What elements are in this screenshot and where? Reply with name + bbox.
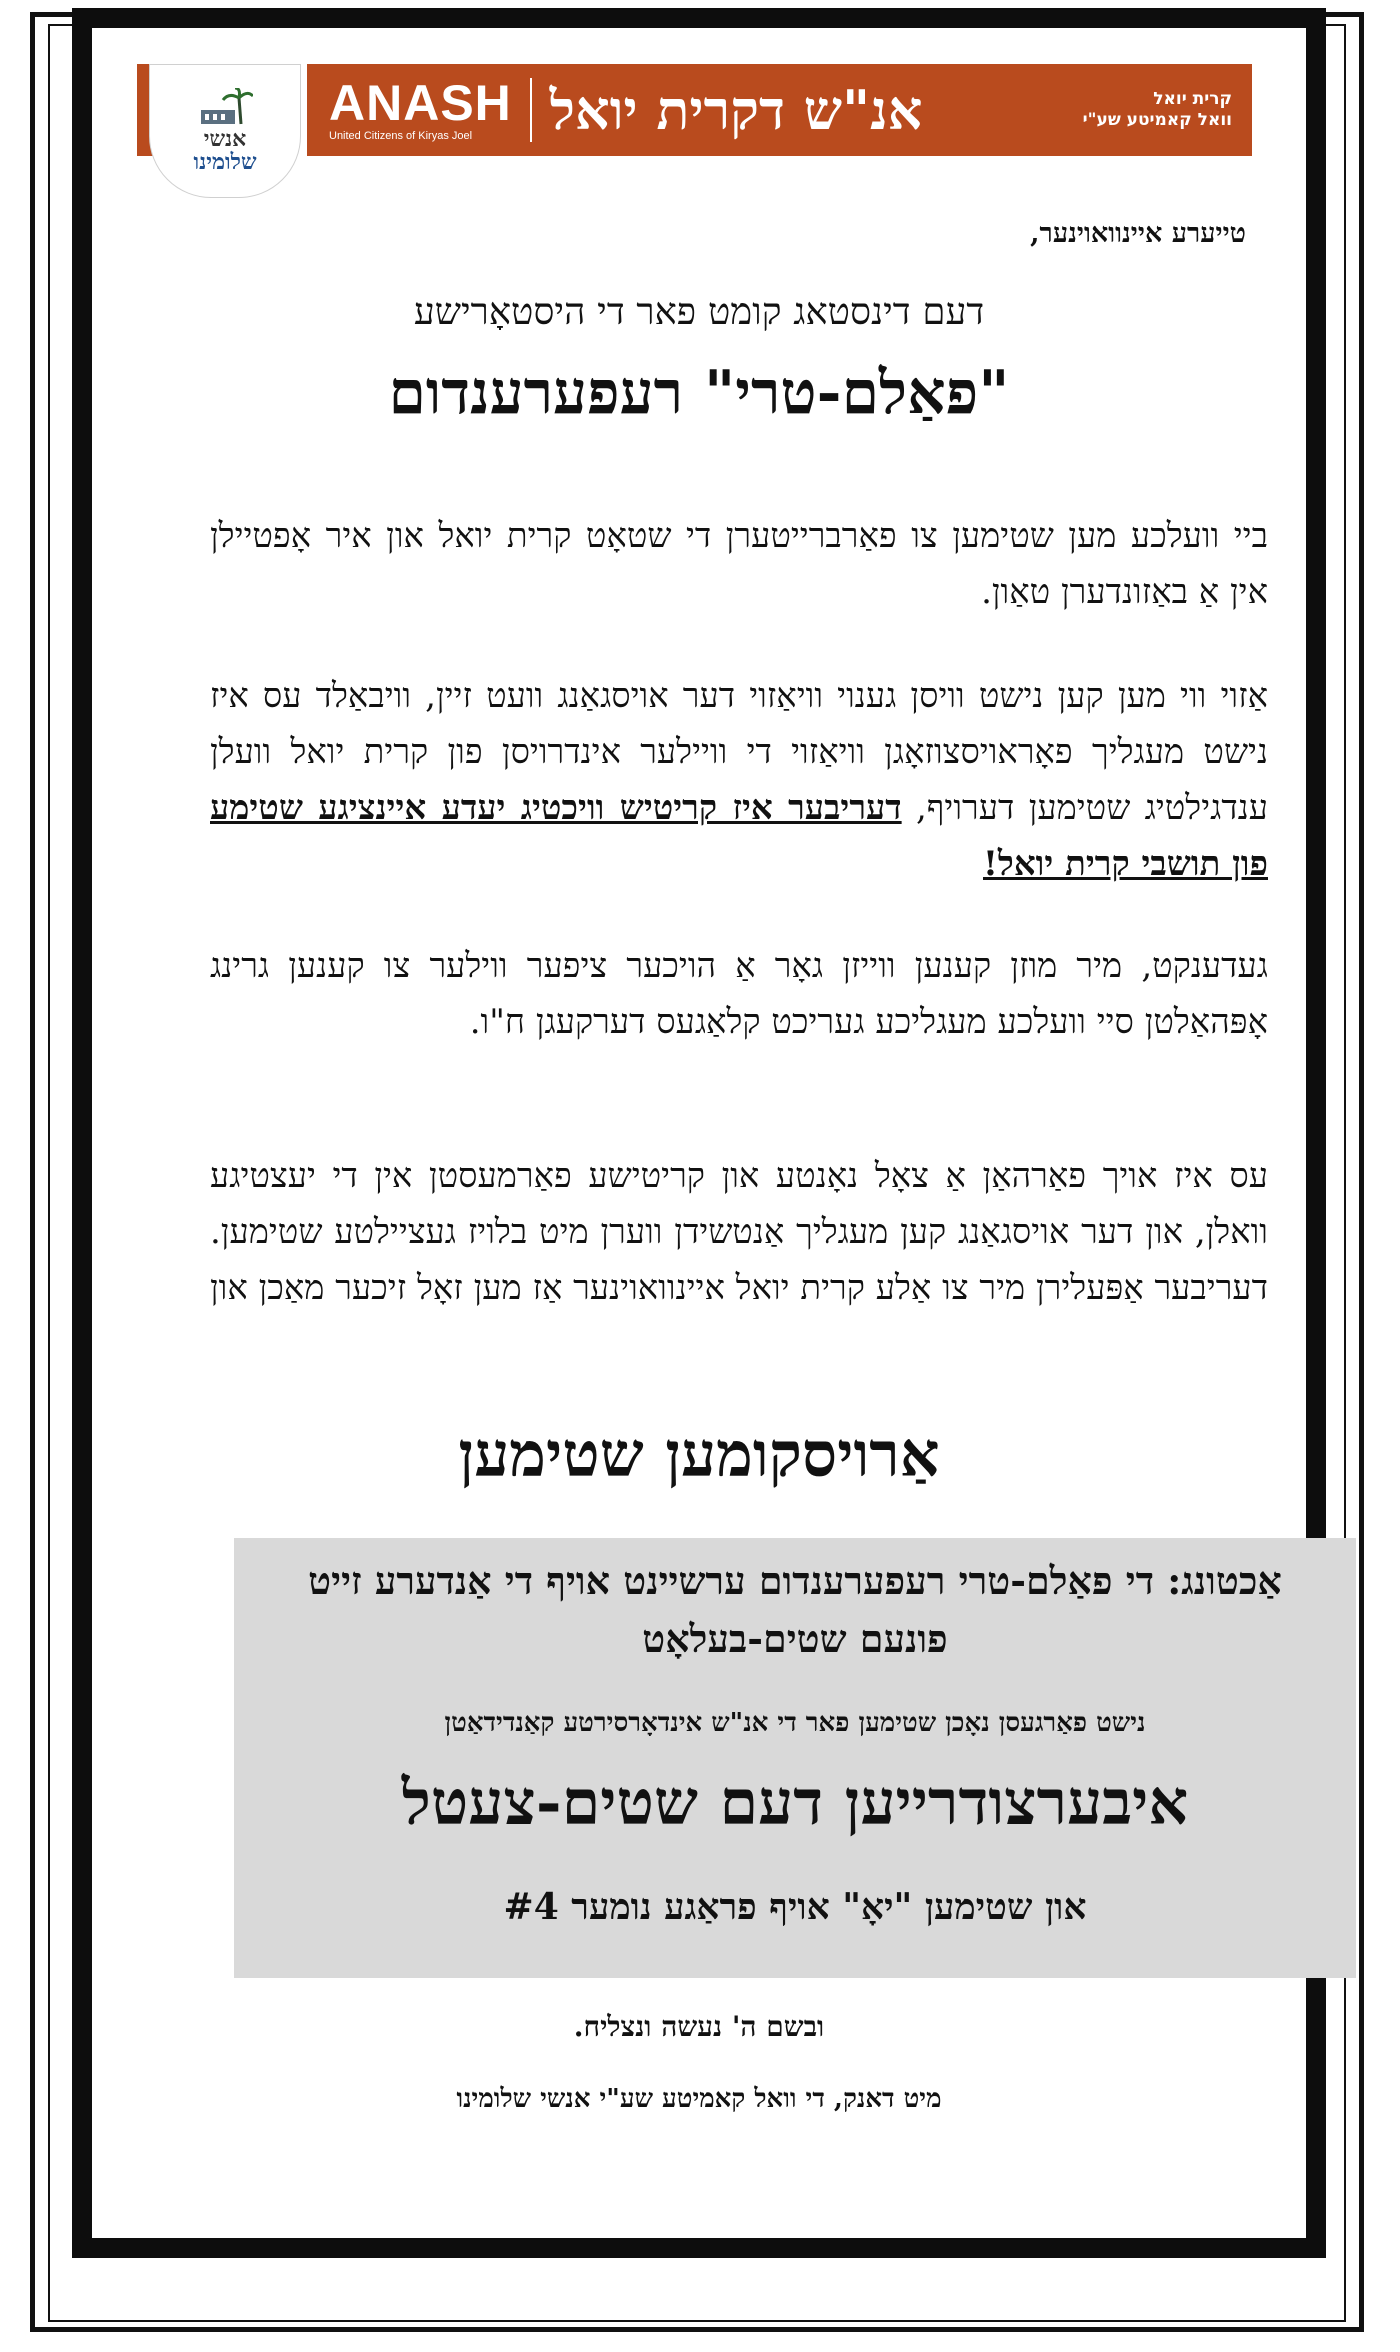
logo-text-line1: אנשי <box>203 125 247 152</box>
anash-title: ANASH <box>329 75 512 131</box>
paragraph-4: עס איז אויך פאַרהאַן אַ צאָל נאָנטע און קריטישע פאַרמעסטן אין די יעצטיגע וואלן, און דער אויסגאַנג קען מעגליך אַנטשידן ווערן מיט בלויז געציילטע שטימען. דעריבער אַפּעלירן מיר צו אַלע קרית יואל איינוואוינער אַז מען זאָל זיכער מאַכן און <box>210 1156 1268 1308</box>
signature-line: מיט דאנק, די וואל קאמיטע שע"י אנשי שלומינו <box>456 2084 942 2114</box>
banner-committee-line1: קרית יואל <box>1153 88 1232 109</box>
notice-line-2: נישט פאַרגעסן נאָכן שטימען פאר די אנ"ש אינדאָרסירטע קאַנדידאַטן <box>444 1708 1146 1738</box>
inner-frame <box>72 8 1326 2258</box>
paragraph-3: געדענקט, מיר מוזן קענען ווייזן גאָר אַ הויכער ציפער ווילער צו קענען גרינג אָפּהאַלטן סיי וועלכע מעגליכע געריכט קלאַגעס דערקעגן ח"ו. <box>210 946 1268 1042</box>
notice-box <box>234 1538 1356 1978</box>
notice-line-4: און שטימען "יאָ" אויף פראַגע נומער #4 <box>503 1886 1087 1928</box>
anash-subtitle: United Citizens of Kiryas Joel <box>329 130 473 142</box>
salutation: טייערע איינוואוינער, <box>1030 218 1246 249</box>
banner-yiddish-title: אנ"ש דקרית יואל <box>549 78 923 142</box>
notice-line-1: אַכטונג: די פאַלם-טרי רעפערענדום ערשיינט אויף די אַנדערע זייט פונעם שטים-בעלאָט <box>308 1558 1282 1661</box>
palm-tree-icon <box>197 88 253 128</box>
paragraph-2-emphasis: דעריבער איז קריטיש וויכטיג יעדע איינציגע שטימע פון תושבי קרית יואל! <box>210 788 1268 884</box>
closing-line: ובשם ה' נעשה ונצליח. <box>573 2010 825 2043</box>
paragraph-1: ביי וועלכע מען שטימען צו פאַרברייטערן די שטאָט קרית יואל און איר אָפטיילן אין אַ באַזונדערן טאַון. <box>210 516 1268 612</box>
paragraph-2-text: אַזוי ווי מען קען נישט וויסן גענוי וויאַזוי דער אויסגאַנג וועט זיין, וויבאַלד עס איז נישט מעגליך פאָראויסצוזאָגן וויאַזוי די וויילער אינדרויסן פון קרית יואל וועלן ענדגילטיג שטימען דערויף, <box>210 676 1269 828</box>
notice-line-3: איבערצודרייען דעם שטים-צעטל <box>401 1766 1189 1839</box>
paragraph-2 <box>210 668 1268 892</box>
anash-wordmark <box>307 75 512 142</box>
call-to-action: אַרויסקומען שטימען <box>458 1418 940 1491</box>
banner-divider <box>530 78 532 142</box>
anshei-shlomeinu-logo <box>149 64 301 198</box>
header-banner <box>137 64 1252 175</box>
intro-line: דעם דינסטאג קומט פאר די היסטאָרישע <box>413 290 985 333</box>
banner-orange-band <box>307 64 1252 156</box>
logo-text-line2: שלומינו <box>193 148 257 175</box>
headline: "פאַלם-טרי" רעפערענדום <box>388 358 1010 428</box>
banner-committee-line2: וואל קאמיטע שע"י <box>1082 110 1232 130</box>
banner-committee <box>1083 89 1232 132</box>
